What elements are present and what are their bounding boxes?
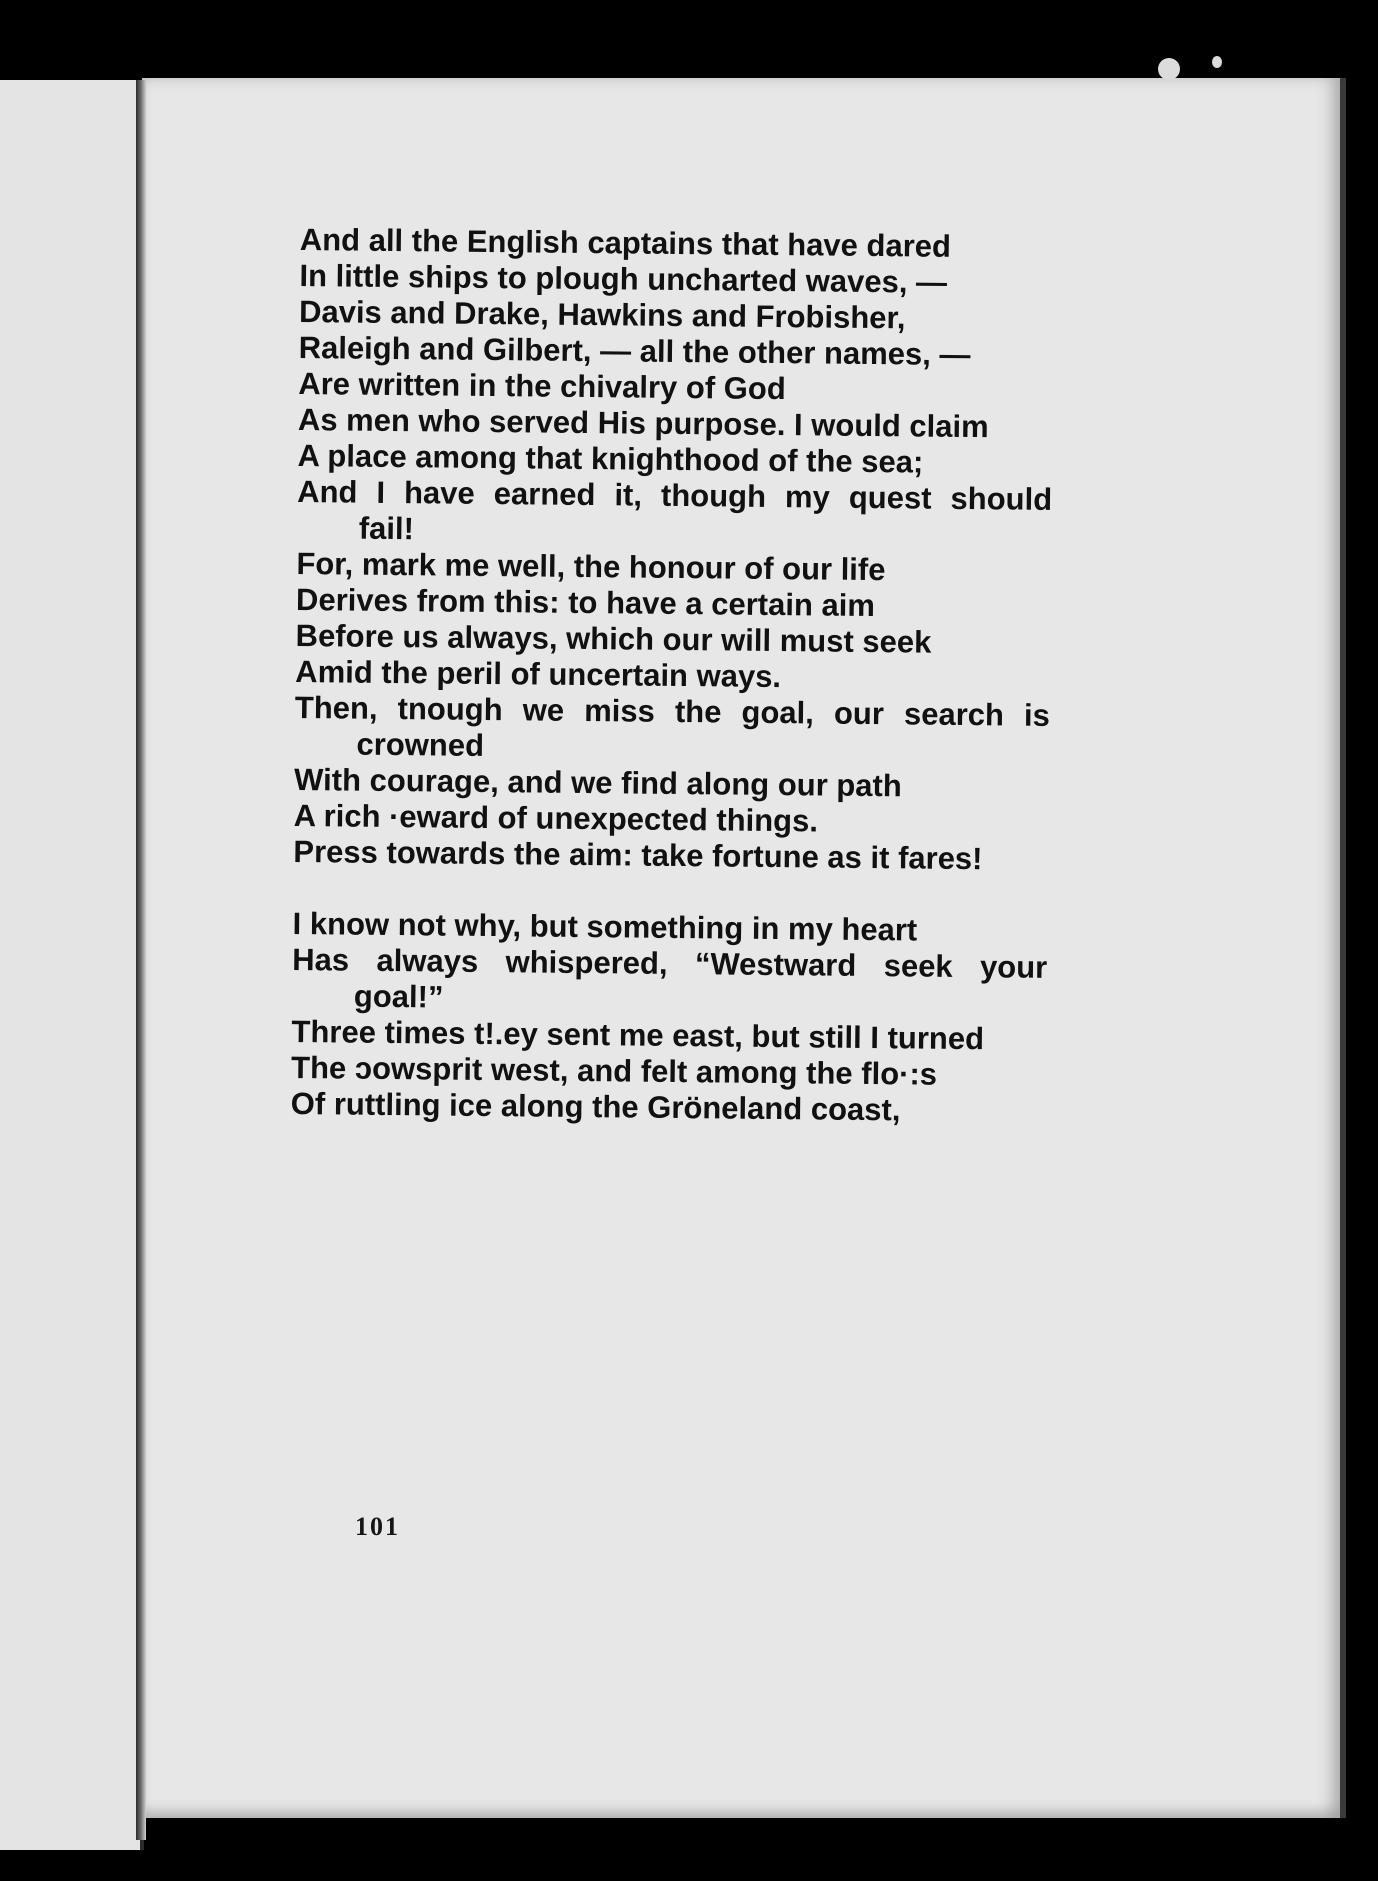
scan-speck [1158,58,1180,80]
poem-line-continuation: crowned [356,726,485,763]
poem-line: Has always whispered, “Westward seek your [292,941,1048,985]
poem-line: The ɔowsprit west, and felt among the flo·:s [290,1049,938,1092]
page-gutter [136,80,146,1840]
page-number: 101 [355,1512,400,1541]
poem-line: A place among that knighthood of the sea; [297,437,924,480]
poem-line: In little ships to plough uncharted waves, — [299,257,948,300]
poem-line: Davis and Drake, Hawkins and Frobisher, [298,293,906,336]
poem-line: Raleigh and Gilbert, — all the other names, — [298,329,971,373]
poem-line: For, mark me well, the honour of our life [296,545,886,588]
scan-speck [1212,56,1222,68]
poem-line: With courage, and we find along our path [293,761,902,804]
poem-line: Then, tnough we miss the goal, our search is [294,689,1051,733]
poem-line: Three times t!.ey sent me east, but still I turned [291,1013,985,1057]
poem-line: And I have earned it, though my quest should [296,473,1053,517]
poem-line: I know not why, but something in my heart [292,905,918,948]
poem-line: And all the English captains that have dared [299,222,952,264]
poem-line: Before us always, which our will must seek [295,617,932,660]
poem-line: Amid the peril of uncertain ways. [295,653,782,695]
poem-line: Derives from this: to have a certain aim [295,581,876,624]
poem-line-continuation: fail! [358,510,415,547]
poem-line: A rich ·eward of unexpected things. [293,797,819,839]
poem-line: Press towards the aim: take fortune as it fares! [293,833,983,877]
poem-line: Are written in the chivalry of God [298,365,786,407]
poem-text [291,222,1100,1130]
poem-line: As men who served His purpose. I would claim [297,401,989,445]
poem-line-continuation: goal!” [353,978,444,1015]
poem-line: Of ruttling ice along the Gröneland coast, [290,1085,901,1128]
facing-page-edge [0,80,144,1850]
